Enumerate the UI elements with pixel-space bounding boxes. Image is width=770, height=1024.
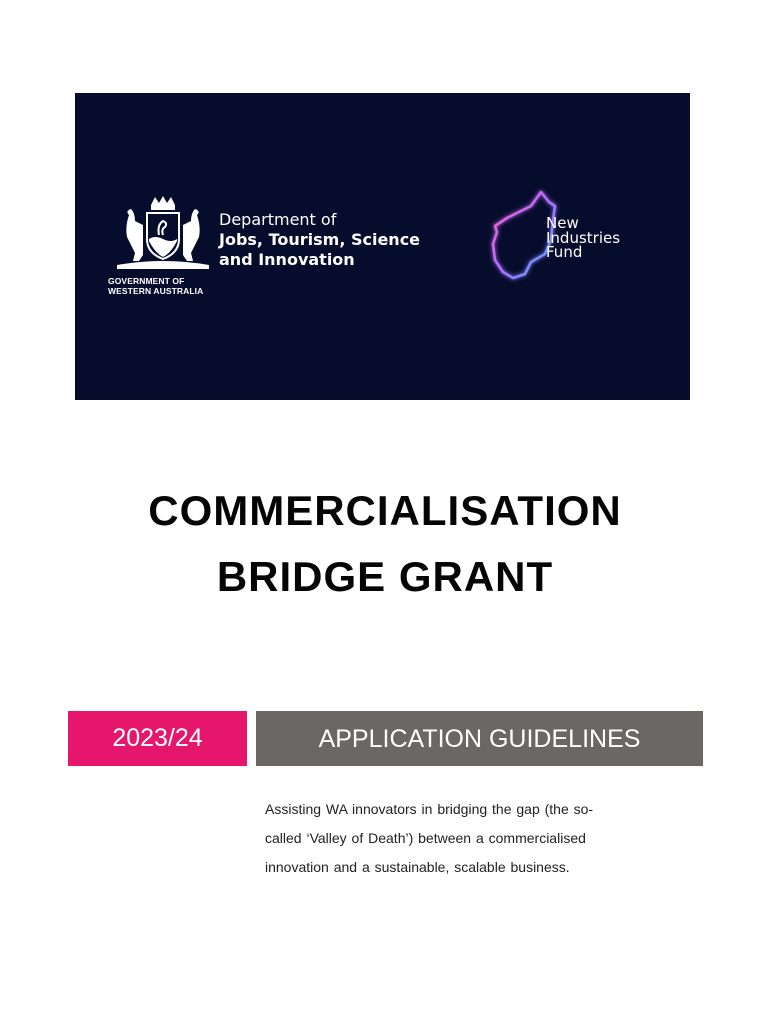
fund-name-line: Industries: [546, 228, 621, 247]
fund-name: [546, 216, 620, 260]
government-label-line: GOVERNMENT OF: [108, 276, 185, 286]
year-label: 2023/24: [68, 711, 247, 766]
fund-name-line: Fund: [546, 243, 583, 261]
fund-name-line: New: [546, 214, 579, 232]
description-line: innovation and a sustainable, scalable business.: [265, 859, 570, 875]
government-label: [108, 276, 203, 296]
department-line: Department of: [219, 210, 337, 229]
description: [265, 795, 665, 882]
description-line: Assisting WA innovators in bridging the gap (the so-: [265, 801, 594, 817]
description-line: called ‘Valley of Death’) between a commercialised: [265, 830, 586, 846]
crest-icon: [113, 195, 213, 275]
title-line: BRIDGE GRANT: [216, 553, 554, 600]
department-line: and Innovation: [219, 250, 355, 269]
header-banner: [75, 93, 690, 400]
title-line: COMMERCIALISATION: [148, 487, 622, 534]
document-title: [0, 478, 770, 610]
section-heading: APPLICATION GUIDELINES: [256, 711, 703, 766]
department-line: Jobs, Tourism, Science: [219, 230, 421, 249]
government-label-line: WESTERN AUSTRALIA: [108, 286, 204, 296]
department-name: [219, 210, 420, 270]
